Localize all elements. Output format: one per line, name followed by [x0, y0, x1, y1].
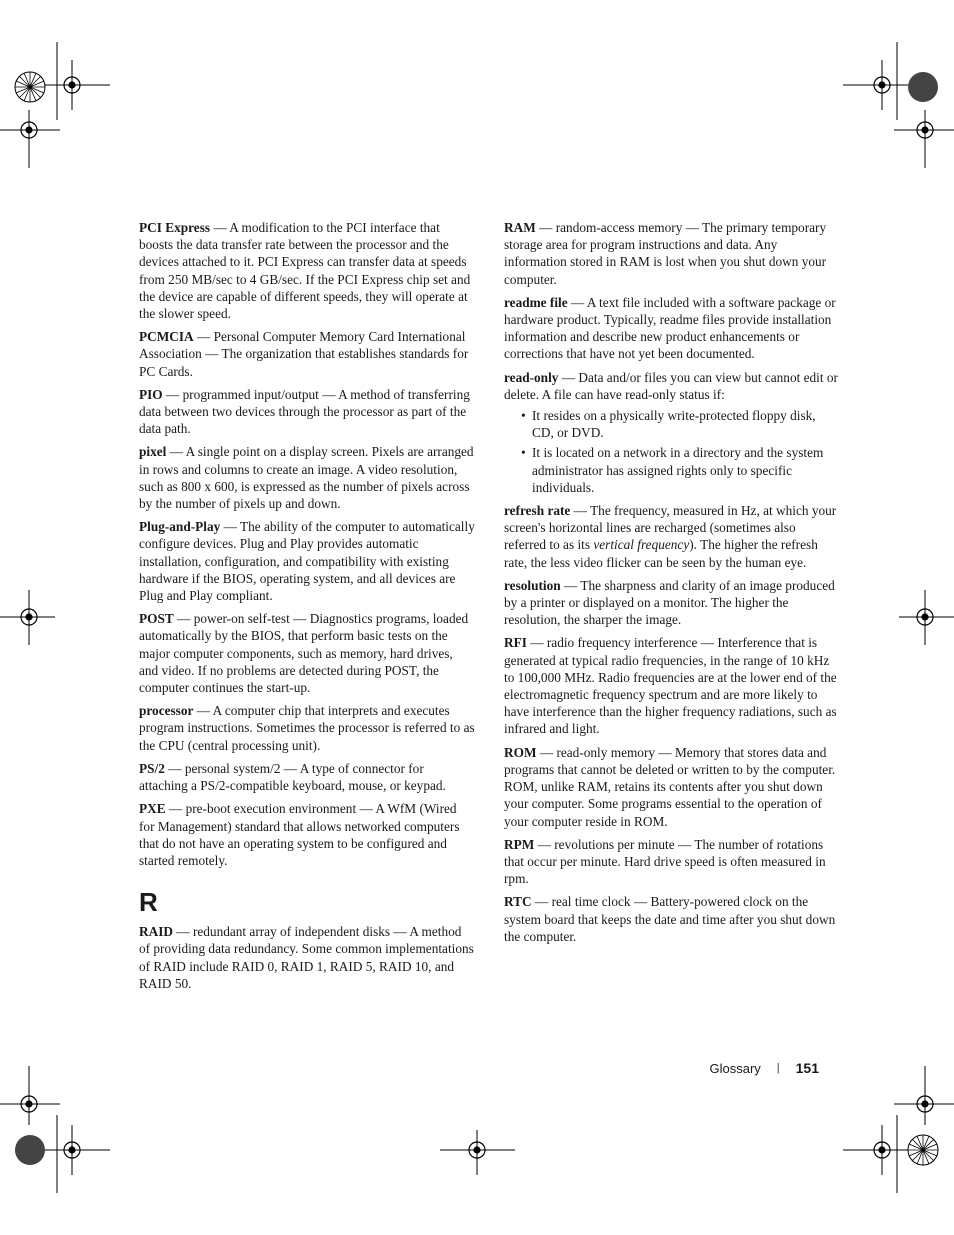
- entry-definition: pre-boot execution environment — A WfM (Wired for Management) standard that allows networked computers that do not have an operating system to be configured and started remotely.: [139, 801, 460, 868]
- glossary-entry: PCMCIA — Personal Computer Memory Card International Association — The organization that establishes standards for PC Cards.: [139, 329, 469, 379]
- entry-definition: programmed input/output — A method of transferring data between two devices through the processor as part of the data path.: [139, 386, 470, 437]
- page-footer: [709, 1060, 819, 1076]
- entry-term: RTC: [504, 894, 532, 910]
- entry-term: processor: [139, 703, 194, 719]
- entry-term: PS/2: [139, 760, 165, 776]
- glossary-entry-read-only: read-only — Data and/or files you can view but cannot edit or delete. A file can have read-only status if:: [504, 369, 838, 402]
- entry-term: RAM: [504, 220, 536, 235]
- glossary-entry-resolution: resolution — The sharpness and clarity of an image produced by a printer or displayed on a monitor. The higher the resolution, the sharper the image.: [504, 577, 835, 628]
- glossary-entry: PIO — programmed input/output — A method of transferring data between two devices through the processor as part of the data path.: [139, 386, 470, 437]
- entry-term: PCMCIA: [139, 329, 194, 345]
- glossary-entry-ram: RAM — random-access memory — The primary temporary storage area for program instructions and data. Any information stored in RAM is lost when you shut down your computer.: [504, 220, 827, 287]
- entry-definition: power-on self-test — Diagnostics programs, loaded automatically by the BIOS, that perform basic tests on the major computer components, such as memory, hard drives, and video. If no problems are detected during POST, the computer continues the start-up.: [139, 611, 469, 696]
- section-letter-heading: R: [139, 887, 158, 918]
- entry-definition: The ability of the computer to automatically configure devices. Plug and Play provides automatic installation, configuration, and compatibility with existing hardware if the BIOS, operating system, and all devices are Plug and Play compliant.: [139, 519, 475, 604]
- entry-term: PXE: [139, 801, 166, 817]
- entry-term: RAID: [139, 924, 173, 940]
- entry-definition: Personal Computer Memory Card International Association — The organization that establishes standards for PC Cards.: [139, 329, 469, 379]
- entry-definition: The sharpness and clarity of an image produced by a printer or displayed on a monitor. The higher the resolution, the sharper the image.: [504, 577, 835, 628]
- entry-term: read-only: [504, 369, 559, 385]
- glossary-entry-refresh-rate: refresh rate — The frequency, measured in Hz, at which your screen's horizontal lines are recharged (sometimes also referred to as its vertical frequency). The higher the refresh rate, the less video flicker can be seen by the human eye.: [504, 503, 837, 570]
- glossary-entry: processor — A computer chip that interprets and executes program instructions. Sometimes the processor is referred to as the CPU (central processing unit).: [139, 703, 475, 753]
- glossary-entry-rfi: RFI — radio frequency interference — Interference that is generated at typical radio frequencies, in the range of 10 kHz to 100,000 MHz. Radio frequencies are at the lower end of the electromagnetic frequency spectrum and are more likely to have interference than the higher frequency radiations, such as infrared and light.: [504, 635, 837, 737]
- entry-definition: radio frequency interference — Interference that is generated at typical radio frequencies, in the range of 10 kHz to 100,000 MHz. Radio frequencies are at the lower end of the electromagnetic frequency spectrum and are more likely to have interference than the higher frequency radiations, such as infrared and light.: [504, 635, 837, 737]
- entry-term: POST: [139, 611, 174, 627]
- entry-term: PIO: [139, 386, 163, 402]
- entry-definition: real time clock — Battery-powered clock on the system board that keeps the date and time after you shut down the computer.: [504, 894, 836, 944]
- entry-definition: A computer chip that interprets and executes program instructions. Sometimes the processor is referred to as the CPU (central processing unit).: [139, 703, 475, 753]
- entry-term: pixel: [139, 444, 167, 460]
- glossary-entry: PXE — pre-boot execution environment — A WfM (Wired for Management) standard that allows networked computers that do not have an operating system to be configured and started remotely.: [139, 801, 460, 868]
- glossary-entry-rpm: RPM — revolutions per minute — The number of rotations that occur per minute. Hard drive speed is often measured in rpm.: [504, 836, 826, 887]
- entry-definition: A modification to the PCI interface that boosts the data transfer rate between the processor and the devices attached to it. PCI Express can transfer data at speeds from 250 MB/sec to 4 GB/sec. If the PCI Express chip set and the device are capable of different speeds, they will operate at the slower speed.: [139, 220, 471, 322]
- bullet-item: • It resides on a physically write-protected floppy disk, CD, or DVD.: [521, 408, 816, 441]
- glossary-entry-rom: ROM — read-only memory — Memory that stores data and programs that cannot be deleted or written to by the computer. ROM, unlike RAM, retains its contents after you shut down your computer. Some programs essential to the operation of your computer reside in ROM.: [504, 744, 836, 829]
- glossary-entry: Plug-and-Play — The ability of the computer to automatically configure devices. Plug and Play provides automatic installation, configuration, and compatibility with existing hardware if the BIOS, operating system, and all devices are Plug and Play compliant.: [139, 519, 475, 604]
- entry-term: readme file: [504, 294, 568, 310]
- entry-definition: The frequency, measured in Hz, at which your screen's horizontal lines are recharged (sometimes also referred to as its: [504, 503, 837, 553]
- glossary-entry-raid: RAID — redundant array of independent disks — A method of providing data redundancy. Some common implementations of RAID include RAID 0, RAID 1, RAID 5, RAID 10, and RAID 50.: [139, 924, 474, 991]
- glossary-entry: PCI Express — A modification to the PCI interface that boosts the data transfer rate between the processor and the devices attached to it. PCI Express can transfer data at speeds from 250 MB/sec to 4 GB/sec. If the PCI Express chip set and the device are capable of different speeds, they will operate at the slower speed.: [139, 220, 471, 322]
- entry-definition: revolutions per minute — The number of rotations that occur per minute. Hard drive speed is often measured in rpm.: [504, 836, 826, 887]
- entry-italic-term: vertical frequency: [593, 537, 690, 553]
- entry-definition: Data and/or files you can view but cannot edit or delete. A file can have read-only status if:: [504, 369, 838, 402]
- entry-term: PCI Express: [139, 220, 211, 235]
- page-number: 151: [795, 1060, 819, 1076]
- footer-divider: |: [776, 1062, 780, 1074]
- read-only-bullet-list: [504, 407, 840, 496]
- entry-term: ROM: [504, 744, 537, 760]
- left-glossary-entries: [139, 219, 475, 869]
- entry-definition: redundant array of independent disks — A method of providing data redundancy. Some common implementations of RAID include RAID 0, RAID 1, RAID 5, RAID 10, and RAID 50.: [139, 924, 474, 991]
- entry-term: RFI: [504, 635, 527, 651]
- glossary-entry-readme-file: readme file — A text file included with a software package or hardware product. Typically, readme files provide installation information and describe new product enhancements or corrections that have not yet been documented.: [504, 294, 836, 362]
- entry-term: Plug-and-Play: [139, 519, 221, 535]
- entry-definition: A text file included with a software package or hardware product. Typically, readme files provide installation information and describe new product enhancements or corrections that have not yet been documented.: [504, 294, 836, 362]
- glossary-entry: PS/2 — personal system/2 — A type of connector for attaching a PS/2-compatible keyboard, mouse, or keypad.: [139, 760, 446, 794]
- glossary-entry: pixel — A single point on a display screen. Pixels are arranged in rows and columns to create an image. A video resolution, such as 800 x 600, is expressed as the number of pixels across by the number of pixels up and down.: [139, 444, 474, 512]
- bullet-item: • It is located on a network in a directory and the system administrator has assigned rights only to specific individuals.: [521, 445, 824, 495]
- bullet-mark: •: [521, 408, 526, 424]
- entry-definition: personal system/2 — A type of connector for attaching a PS/2-compatible keyboard, mouse, or keypad.: [139, 760, 446, 794]
- right-column: [504, 219, 840, 951]
- entry-term: refresh rate: [504, 503, 571, 519]
- glossary-entry-rtc: RTC — real time clock — Battery-powered clock on the system board that keeps the date and time after you shut down the computer.: [504, 894, 836, 944]
- left-column: [139, 219, 475, 998]
- footer-section-label: Glossary: [709, 1060, 761, 1076]
- entry-definition: A single point on a display screen. Pixels are arranged in rows and columns to create an image. A video resolution, such as 800 x 600, is expressed as the number of pixels across by the number of pixels up and down.: [139, 444, 474, 512]
- entry-term: RPM: [504, 836, 535, 852]
- entry-definition: random-access memory — The primary temporary storage area for program instructions and data. Any information stored in RAM is lost when you shut down your computer.: [504, 220, 827, 287]
- glossary-entry: POST — power-on self-test — Diagnostics programs, loaded automatically by the BIOS, that perform basic tests on the major computer components, such as memory, hard drives, and video. If no problems are detected during POST, the computer continues the start-up.: [139, 611, 469, 696]
- entry-definition: read-only memory — Memory that stores data and programs that cannot be deleted or written to by the computer. ROM, unlike RAM, retains its contents after you shut down your computer. Some programs essential to the operation of your computer reside in ROM.: [504, 744, 836, 829]
- bullet-mark: •: [521, 445, 526, 461]
- entry-term: resolution: [504, 577, 561, 593]
